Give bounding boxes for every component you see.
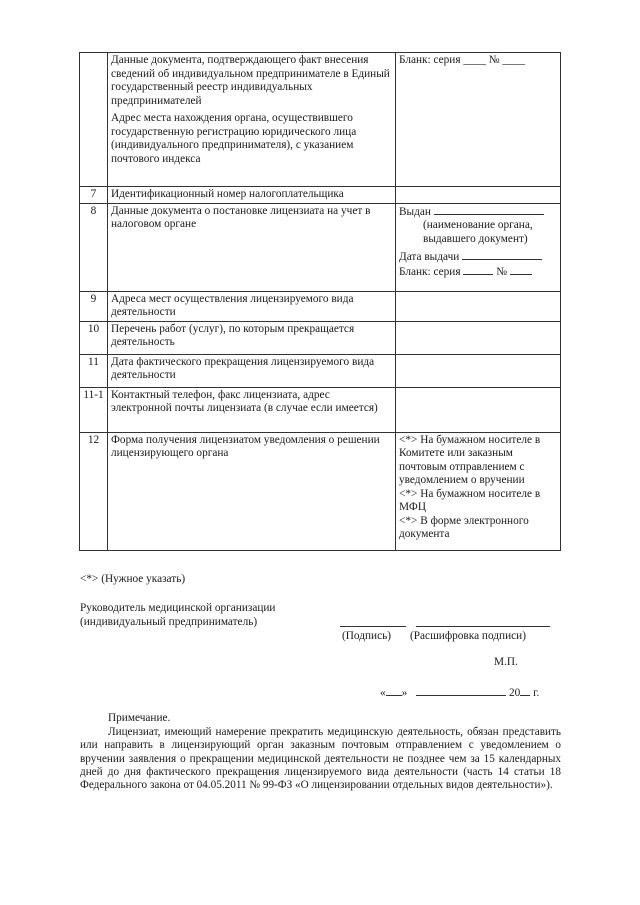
option-paper-committee[interactable]: <*> На бумажном носителе в Комитете или заказным почтовым отправлением с уведомлением о вручении [399,433,541,486]
option-electronic[interactable]: <*> В форме электронного документа [399,514,529,540]
tax-registration-field[interactable] [396,203,561,291]
option-paper-mfc[interactable]: <*> На бумажном носителе в МФЦ [399,487,541,513]
activity-address-field[interactable] [396,291,561,321]
application-table [79,52,561,551]
blank-number-label: № [496,265,507,278]
inn-field[interactable] [396,187,561,204]
table-row [80,321,561,354]
date-year-suffix: г. [533,687,540,699]
footnote: <*> (Нужное указать) [80,573,186,585]
blank-series-label: Бланк: серия [399,265,461,278]
row-number: 9 [80,291,108,321]
table-row [80,354,561,387]
row-number: 11-1 [80,387,108,432]
row-label: Перечень работ (услуг), по которым прекращается деятельность [108,321,396,354]
table-row [80,203,561,291]
notification-form-field[interactable] [396,432,561,550]
table-row [80,53,561,187]
row-number: 8 [80,203,108,291]
row-number: 12 [80,432,108,550]
decode-caption: (Расшифровка подписи) [410,630,526,642]
signer-title: Руководитель медицинской организации [80,602,276,614]
issue-date-label: Дата выдачи [399,251,460,263]
date-month-line[interactable] [416,686,506,696]
signature-caption: (Подпись) [342,630,392,642]
signature-line[interactable] [340,626,406,627]
table-row [80,387,561,432]
row-number: 10 [80,321,108,354]
registration-address-label: Адрес места нахождения органа, осуществившего государственную регистрацию юридического лица (индивидуального предпринимателя), с указанием почтового индекса [111,112,357,165]
row-number: 11 [80,354,108,387]
date-line [380,686,539,701]
egrip-document-label: Данные документа, подтверждающего факт внесения сведений об индивидуальном предпринимателе в Единый государственный реестр индивидуальных предпринимателей [111,54,390,107]
row-label: Дата фактического прекращения лицензируемого вида деятельности [108,354,396,387]
issued-label: Выдан [399,205,431,218]
row-label: Контактный телефон, факс лицензиата, адрес электронной почты лицензиата (в случае если имеется) [108,387,396,432]
stamp-label: М.П. [494,656,518,668]
services-field[interactable] [396,321,561,354]
note-text: Лицензиат, имеющий намерение прекратить медицинскую деятельность, обязан представить или направить в лицензирующий орган заказным почтовым отправлением с уведомлением о вручении заявления о прекращении медицинской деятельности не позднее чем за 15 календарных дней до дня фактического прекращения лицензируемого вида деятельности (часть 14 статьи 18 Федерального закона от 04.05.2011 № 99-ФЗ «О лицензировании отдельных видов деятельности»). [80,726,561,792]
date-close-quote: » [401,687,408,699]
table-row [80,291,561,321]
signer-subtitle: (индивидуальный предприниматель) [80,616,258,628]
note-title: Примечание. [108,712,171,724]
signature-decode-line[interactable] [416,626,550,627]
contact-field[interactable] [396,387,561,432]
termination-date-field[interactable] [396,354,561,387]
egrip-blank-field[interactable]: Бланк: серия ____ № ____ [396,53,561,187]
row-label: Форма получения лицензиатом уведомления о решении лицензирующего органа [108,432,396,550]
row-number: 7 [80,187,108,204]
row-label: Идентификационный номер налогоплательщика [108,187,396,204]
row-label: Адреса мест осуществления лицензируемого вида деятельности [108,291,396,321]
row-label [108,53,396,187]
table-row [80,432,561,550]
date-open-quote: « [380,687,386,699]
table-row [80,187,561,204]
row-label: Данные документа о постановке лицензиата на учет в налоговом органе [108,203,396,291]
issued-note: (наименование органа, выдавшего документ) [423,219,533,245]
row-number [80,53,108,187]
date-year-prefix: 20 [508,687,521,699]
